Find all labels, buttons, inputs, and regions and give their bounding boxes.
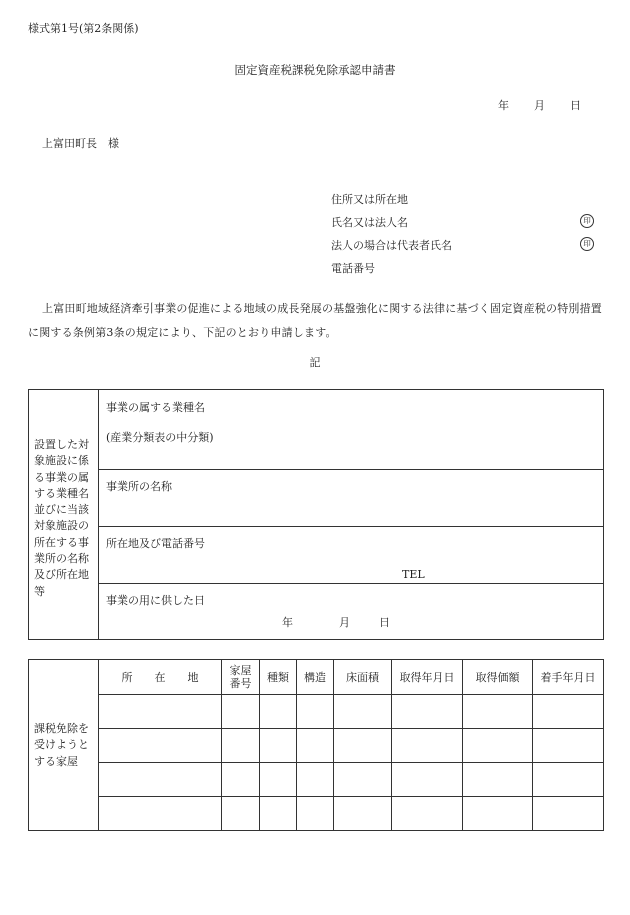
name-label: 氏名又は法人名: [331, 216, 408, 229]
date-month: 月: [534, 99, 545, 112]
header-structure: 構造: [304, 670, 326, 684]
header-start-date: 着手年月日: [540, 670, 596, 684]
office-name-row[interactable]: [99, 470, 603, 527]
header-type: 種類: [267, 670, 289, 684]
row-divider: [99, 796, 603, 797]
document-title: 固定資産税課税免除承認申請書: [234, 63, 396, 77]
industry-label: 事業の属する業種名: [106, 401, 205, 414]
address-label: 住所又は所在地: [331, 193, 408, 206]
representative-label: 法人の場合は代表者氏名: [331, 239, 452, 252]
ki-marker: 記: [309, 356, 321, 369]
industry-note: (産業分類表の中分類): [106, 431, 214, 444]
business-date-label: 事業の用に供した日: [106, 594, 205, 607]
business-date-row[interactable]: [99, 584, 603, 639]
business-date-day: 日: [379, 616, 390, 629]
tel-label: TEL: [402, 568, 425, 581]
facility-left-cell: [29, 390, 99, 639]
facility-table: [28, 389, 604, 640]
business-date-month: 月: [339, 616, 350, 629]
seal-mark: 印: [580, 214, 594, 228]
header-acquisition-price: 取得価額: [475, 670, 520, 684]
row-divider: [99, 762, 603, 763]
header-house-number-line2: 番号: [229, 677, 252, 690]
application-date: [498, 97, 581, 113]
address-phone-label: 所在地及び電話番号: [106, 537, 205, 550]
row-divider: [99, 728, 603, 729]
address-phone-row[interactable]: [99, 527, 603, 584]
form-number: 様式第1号(第2条関係): [28, 22, 139, 35]
seal-mark: 印: [580, 237, 594, 251]
industry-row[interactable]: [99, 390, 603, 470]
header-house-number: [222, 660, 259, 694]
addressee: 上富田町長 様: [42, 137, 119, 150]
facility-left-label: 設置した対象施設に係る事業の属する業種名並びに当該対象施設の所在する事業所の名称及び所在地等: [34, 438, 89, 598]
application-statement: 上富田町地域経済牽引事業の促進による地域の成長発展の基盤強化に関する法律に基づく固定資産税の特別措置に関する条例第3条の規定により、下記のとおり申請します。: [28, 302, 602, 339]
header-acquisition-date: 取得年月日: [399, 670, 455, 684]
business-date-year: 年: [282, 616, 293, 629]
date-day: 日: [570, 99, 581, 112]
row-divider: [99, 694, 603, 695]
header-house-number-line1: 家屋: [229, 664, 252, 677]
property-left-label: 課税免除を受けようとする家屋: [34, 722, 89, 768]
office-name-label: 事業所の名称: [106, 480, 172, 493]
header-location: 所 在 地: [121, 670, 199, 684]
date-year: 年: [498, 99, 509, 112]
phone-label: 電話番号: [331, 262, 375, 275]
header-floor-area: 床面積: [346, 670, 379, 684]
property-table: [28, 659, 604, 831]
